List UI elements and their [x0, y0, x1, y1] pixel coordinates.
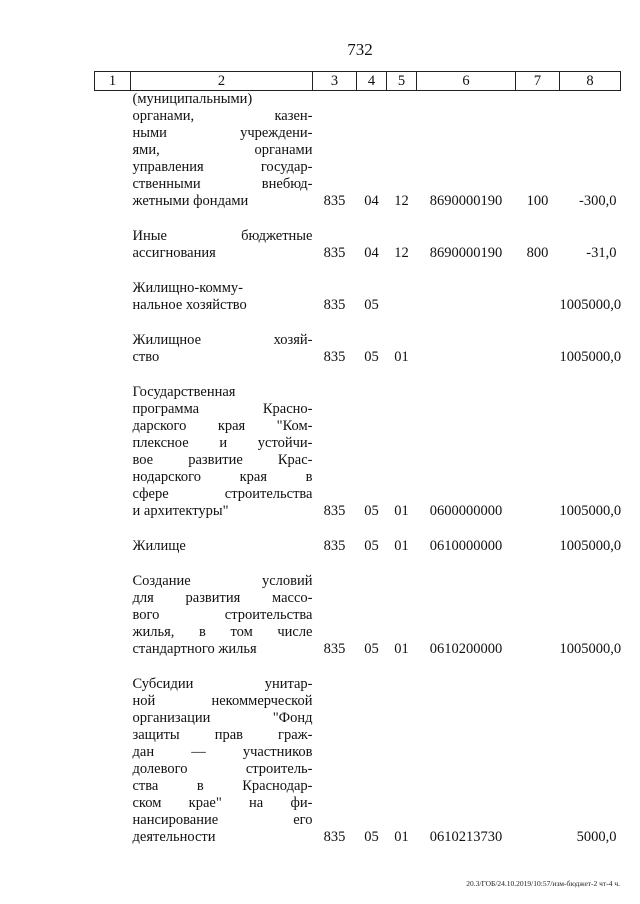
- row-name-cell: [95, 91, 313, 211]
- row-name-line: Государственная: [132, 384, 236, 400]
- cell-section-code: 05: [364, 538, 379, 554]
- row-name-line: управления государ-: [132, 159, 313, 175]
- row-name-line: нодарского края в: [132, 469, 313, 485]
- row-name-line: стандартного жилья: [132, 641, 257, 657]
- row-spacer: [95, 520, 621, 538]
- cell-section-code: 04: [364, 245, 379, 261]
- column-header-2: 2: [131, 72, 313, 91]
- row-name-line: защиты прав граж-: [132, 727, 313, 743]
- cell-amount: 1005000,0: [559, 641, 622, 657]
- column-header-6: 6: [417, 72, 516, 91]
- row-name-line: ными учреждени-: [132, 125, 313, 141]
- row-name-cell: [95, 280, 313, 314]
- row-spacer: [95, 314, 621, 332]
- cell-expense-type-code: [516, 384, 560, 520]
- cell-target-article-code: [417, 280, 516, 314]
- cell-ministry-code: 835: [323, 245, 346, 261]
- row-name-line: ной некоммерческой: [132, 693, 313, 709]
- cell-amount: 1005000,0: [559, 538, 622, 554]
- row-name-line: нансирование его: [132, 812, 313, 828]
- cell-section-code: 04: [364, 193, 379, 209]
- row-name-line: программа Красно-: [132, 401, 313, 417]
- row-name-line: Жилищно-комму-: [132, 280, 243, 296]
- cell-subsection-code: 12: [394, 245, 409, 261]
- cell-ministry-code: 835: [323, 193, 346, 209]
- row-spacer: [95, 658, 621, 676]
- row-name-line: организации "Фонд: [132, 710, 313, 726]
- row-name-line: плексное и устойчи-: [132, 435, 313, 451]
- table-row: [95, 332, 621, 366]
- cell-ministry-code: 835: [323, 829, 346, 845]
- table-header: [95, 72, 621, 91]
- cell-subsection-code: 01: [394, 829, 409, 845]
- row-name-cell: [95, 676, 313, 846]
- cell-ministry-code: 835: [323, 297, 346, 313]
- cell-section-code: 05: [364, 349, 379, 365]
- row-name-cell: [95, 573, 313, 658]
- cell-expense-type-code: [516, 280, 560, 314]
- cell-expense-type-code: [516, 573, 560, 658]
- footer-document-code: 20.3/ГОБ/24.10.2019/10:57/изм-бюджет-2 чт-4 ч.: [466, 879, 620, 888]
- cell-ministry-code: 835: [323, 538, 346, 554]
- row-name-line: (муниципальными): [132, 91, 253, 107]
- column-header-5: 5: [387, 72, 417, 91]
- row-name-line: ями, органами: [132, 142, 313, 158]
- row-spacer: [95, 210, 621, 228]
- row-name-line: жетными фондами: [132, 193, 249, 209]
- cell-expense-type-code: 100: [526, 193, 549, 209]
- cell-amount: 1005000,0: [559, 503, 622, 519]
- row-name-line: ском крае" на фи-: [132, 795, 313, 811]
- row-name-line: деятельности: [132, 829, 216, 845]
- row-name-line: дан — участников: [132, 744, 313, 760]
- row-name-line: органами, казен-: [132, 108, 313, 124]
- cell-target-article-code: 8690000190: [429, 245, 503, 261]
- table-body: [95, 91, 621, 847]
- row-name-cell: [95, 332, 313, 366]
- row-name-line: ственными внебюд-: [132, 176, 313, 192]
- cell-amount: 5000,0: [576, 829, 617, 845]
- cell-ministry-code: 835: [323, 349, 346, 365]
- row-spacer: [95, 366, 621, 384]
- cell-target-article-code: 0600000000: [429, 503, 503, 519]
- row-name-line: Жилищное хозяй-: [132, 332, 313, 348]
- row-name-cell: [95, 228, 313, 262]
- column-header-8: 8: [560, 72, 621, 91]
- row-name-line: вое развитие Крас-: [132, 452, 313, 468]
- cell-subsection-code: 01: [394, 349, 409, 365]
- row-name-cell: [95, 384, 313, 520]
- cell-subsection-code: 01: [394, 538, 409, 554]
- row-name-line: долевого строитель-: [132, 761, 313, 777]
- cell-section-code: 05: [364, 297, 379, 313]
- table-row: [95, 91, 621, 211]
- row-name-cell: [95, 538, 313, 555]
- cell-expense-type-code: 800: [526, 245, 549, 261]
- row-name-line: Создание условий: [132, 573, 313, 589]
- column-header-1: 1: [95, 72, 131, 91]
- table-row: [95, 384, 621, 520]
- row-name-line: ство: [132, 349, 160, 365]
- row-spacer: [95, 555, 621, 573]
- budget-table: [94, 71, 621, 846]
- cell-expense-type-code: [516, 676, 560, 846]
- cell-subsection-code: [387, 280, 417, 314]
- cell-subsection-code: 12: [394, 193, 409, 209]
- row-name-line: Жилище: [132, 538, 186, 554]
- cell-ministry-code: 835: [323, 503, 346, 519]
- cell-ministry-code: 835: [323, 641, 346, 657]
- row-name-line: Субсидии унитар-: [132, 676, 313, 692]
- cell-amount: 1005000,0: [559, 297, 622, 313]
- cell-section-code: 05: [364, 503, 379, 519]
- cell-target-article-code: [417, 332, 516, 366]
- row-name-line: дарского края "Ком-: [132, 418, 313, 434]
- column-header-3: 3: [313, 72, 357, 91]
- row-name-line: нальное хозяйство: [132, 297, 247, 313]
- table-row: [95, 280, 621, 314]
- row-name-line: жилья, в том числе: [132, 624, 313, 640]
- cell-target-article-code: 0610200000: [429, 641, 503, 657]
- row-name-line: сфере строительства: [132, 486, 313, 502]
- row-name-line: и архитектуры": [132, 503, 229, 519]
- column-header-4: 4: [357, 72, 387, 91]
- cell-expense-type-code: [516, 538, 560, 555]
- table-row: [95, 573, 621, 658]
- column-header-7: 7: [516, 72, 560, 91]
- row-name-line: ассигнования: [132, 245, 216, 261]
- cell-amount: 1005000,0: [559, 349, 622, 365]
- cell-section-code: 05: [364, 641, 379, 657]
- table-row: [95, 676, 621, 846]
- row-name-line: Иные бюджетные: [132, 228, 313, 244]
- row-spacer: [95, 262, 621, 280]
- cell-target-article-code: 0610213730: [429, 829, 503, 845]
- cell-target-article-code: 8690000190: [429, 193, 503, 209]
- cell-expense-type-code: [516, 332, 560, 366]
- cell-section-code: 05: [364, 829, 379, 845]
- cell-amount: -31,0: [586, 245, 617, 261]
- cell-amount: -300,0: [579, 193, 617, 209]
- table-row: [95, 538, 621, 555]
- cell-subsection-code: 01: [394, 503, 409, 519]
- cell-target-article-code: 0610000000: [429, 538, 503, 554]
- table-row: [95, 228, 621, 262]
- row-name-line: для развития массо-: [132, 590, 313, 606]
- cell-subsection-code: 01: [394, 641, 409, 657]
- row-name-line: вого строительства: [132, 607, 313, 623]
- row-name-line: ства в Краснодар-: [132, 778, 313, 794]
- page-number: 732: [347, 40, 373, 59]
